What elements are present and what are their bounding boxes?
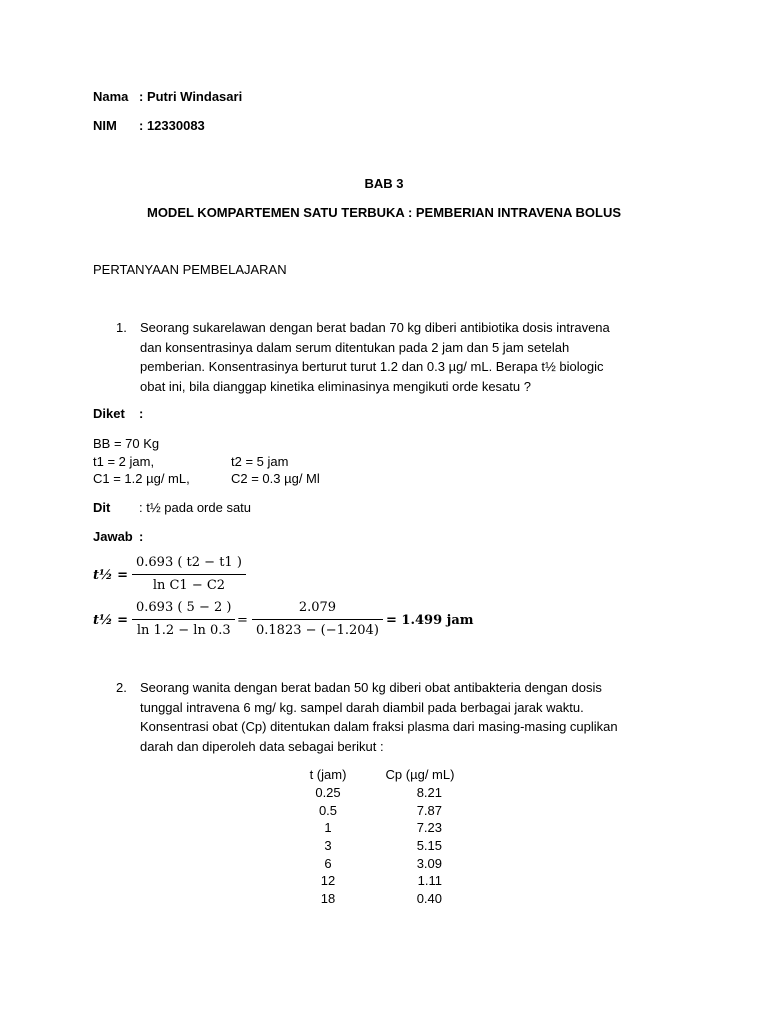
formula-2-numerator-1: 0.693 ( 5 − 2 ) bbox=[132, 600, 235, 620]
question-2-line: tunggal intravena 6 mg/ kg. sampel darah diambil pada berbagai jarak waktu. bbox=[140, 699, 584, 715]
formula-1-lhs: t½ = bbox=[93, 568, 128, 583]
table-header-row bbox=[284, 766, 468, 784]
formula-2-equals: = bbox=[237, 613, 248, 628]
table-cell-cp: 0.40 bbox=[416, 891, 442, 907]
table-cell-time: 0.5 bbox=[318, 802, 338, 818]
table-row bbox=[284, 890, 468, 908]
jawab-colon: : bbox=[139, 529, 144, 544]
question-1-line: obat ini, bila dianggap kinetika eliminasinya mengikuti orde kesatu ? bbox=[140, 378, 531, 394]
table-cell-cp: 7.87 bbox=[416, 802, 442, 818]
table-cell-time: 1 bbox=[324, 820, 332, 836]
chapter-title: BAB 3 bbox=[364, 176, 404, 191]
given-t1: t1 = 2 jam, bbox=[93, 454, 155, 469]
table-cell-cp: 7.23 bbox=[416, 820, 442, 836]
table-cell-cp: 1.11 bbox=[417, 873, 442, 889]
formula-2-fraction-1 bbox=[132, 600, 235, 639]
formula-2-numerator-2: 2.079 bbox=[252, 600, 383, 620]
question-2-number: 2. bbox=[116, 680, 127, 695]
section-heading: PERTANYAAN PEMBELAJARAN bbox=[93, 262, 287, 277]
jawab-label: Jawab bbox=[93, 529, 133, 544]
table-row bbox=[284, 784, 468, 802]
table-cell-cp: 8.21 bbox=[416, 785, 442, 801]
formula-2-fraction-2 bbox=[252, 600, 383, 639]
question-2-text bbox=[140, 678, 660, 756]
given-bb: BB = 70 Kg bbox=[93, 436, 160, 451]
table-row bbox=[284, 837, 468, 855]
question-1-line: dan konsentrasinya dalam serum ditentukan pada 2 jam dan 5 jam setelah bbox=[140, 339, 570, 355]
table-row bbox=[284, 872, 468, 890]
table-cell-time: 3 bbox=[324, 838, 332, 854]
question-1-number: 1. bbox=[116, 320, 127, 335]
question-2-line: Konsentrasi obat (Cp) ditentukan dalam fraksi plasma dari masing-masing cuplikan bbox=[140, 719, 618, 735]
dit-value: : t½ pada orde satu bbox=[139, 500, 252, 515]
table-row bbox=[284, 854, 468, 872]
given-c2: C2 = 0.3 µg/ Ml bbox=[231, 471, 320, 486]
table-cell-time: 6 bbox=[324, 855, 332, 871]
formula-1-fraction bbox=[132, 555, 246, 594]
table-cell-cp: 3.09 bbox=[416, 855, 442, 871]
table-cell-cp: 5.15 bbox=[416, 838, 442, 854]
chapter-subtitle: MODEL KOMPARTEMEN SATU TERBUKA : PEMBERIAN INTRAVENA BOLUS bbox=[146, 205, 622, 220]
nim-label: NIM bbox=[93, 118, 117, 133]
diket-colon: : bbox=[139, 406, 144, 421]
nama-value: : Putri Windasari bbox=[139, 89, 243, 104]
table-row bbox=[284, 801, 468, 819]
formula-2-denominator-2: 0.1823 − (−1.204) bbox=[256, 623, 379, 638]
formula-2-result: = 1.499 jam bbox=[386, 613, 474, 628]
formula-1-denominator: ln C1 − C2 bbox=[152, 578, 226, 593]
question-1-text bbox=[140, 318, 660, 396]
table-header-cp: Cp (µg/ mL) bbox=[385, 767, 455, 783]
question-2-line: Seorang wanita dengan berat badan 50 kg diberi obat antibakteria dengan dosis bbox=[140, 680, 602, 695]
table-cell-time: 18 bbox=[320, 891, 336, 907]
formula-2-lhs: t½ = bbox=[93, 613, 128, 628]
nim-value: : 12330083 bbox=[139, 118, 205, 133]
formula-2-denominator-1: ln 1.2 − ln 0.3 bbox=[136, 623, 231, 638]
given-c1: C1 = 1.2 µg/ mL, bbox=[93, 471, 190, 486]
formula-1-numerator: 0.693 ( t2 − t1 ) bbox=[132, 555, 246, 575]
question-1-line: Seorang sukarelawan dengan berat badan 70 kg diberi antibiotika dosis intravena bbox=[140, 320, 610, 335]
dit-label: Dit bbox=[93, 500, 111, 515]
table-row bbox=[284, 819, 468, 837]
nama-label: Nama bbox=[93, 89, 129, 104]
question-2-line: darah dan diperoleh data sebagai berikut : bbox=[140, 738, 384, 754]
table-cell-time: 0.25 bbox=[315, 785, 341, 801]
given-t2: t2 = 5 jam bbox=[231, 454, 289, 469]
diket-label: Diket bbox=[93, 406, 125, 421]
table-header-time: t (jam) bbox=[309, 767, 347, 783]
question-1-line: pemberian. Konsentrasinya berturut turut 1.2 dan 0.3 µg/ mL. Berapa t½ biologic bbox=[140, 359, 604, 375]
concentration-table bbox=[284, 766, 468, 908]
table-cell-time: 12 bbox=[320, 873, 336, 889]
